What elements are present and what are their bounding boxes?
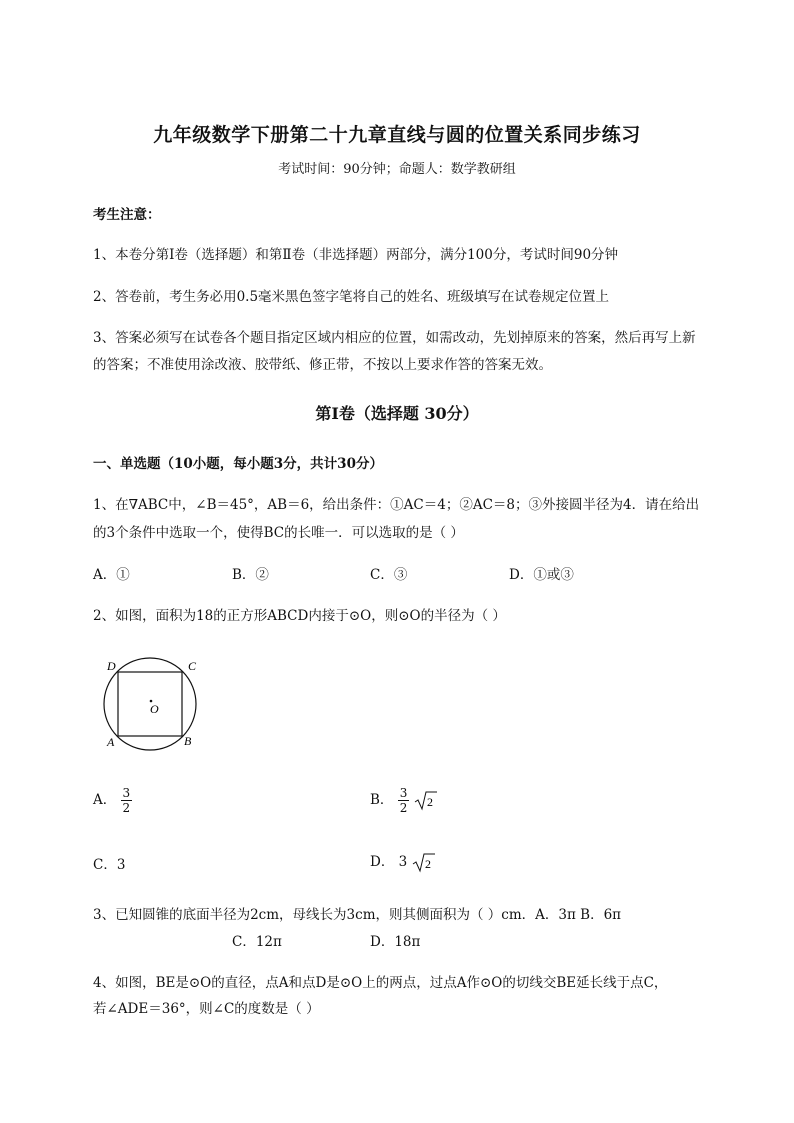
notice-item-3-line-1: 3、答案必须写在试卷各个题目指定区域内相应的位置，如需改动，先划掉原来的答案，然后再写上新	[93, 330, 696, 346]
section-title: 第Ⅰ卷（选择题 30分）	[315, 404, 479, 423]
q3-option-c[interactable]: C．12π	[232, 934, 282, 950]
q2-option-b[interactable]	[370, 786, 438, 815]
sqrt-icon	[412, 852, 436, 874]
radicand: 2	[424, 856, 431, 871]
fraction-numerator: 3	[122, 786, 131, 800]
q2-option-c[interactable]: C．3	[93, 857, 126, 873]
sqrt-icon	[414, 790, 438, 812]
q4-line-1: 4、如图，BE是⊙O的直径，点A和点D是⊙O上的两点，过点A作⊙O的切线交BE延长线于点C，	[93, 975, 668, 991]
radicand: 2	[426, 794, 433, 809]
q2-option-a-prefix: A．	[93, 792, 117, 808]
q2-figure	[100, 655, 210, 755]
q2-option-d-coefficient: 3	[398, 854, 408, 870]
q1-line-2: 的3个条件中选取一个，使得BC的长唯一．可以选取的是（ ）	[93, 525, 464, 541]
label-a: A	[107, 735, 115, 749]
fraction-numerator: 3	[399, 786, 408, 800]
q1-option-c[interactable]: C．③	[370, 567, 408, 583]
notice-item-2: 2、答卷前，考生务必用0.5毫米黑色签字笔将自己的姓名、班级填写在试卷规定位置上	[93, 289, 610, 305]
q4-line-2: 若∠ADE＝36°，则∠C的度数是（ ）	[93, 1001, 320, 1017]
notice-item-3-line-2: 的答案；不准使用涂改液、胶带纸、修正带，不按以上要求作答的答案无效。	[93, 357, 552, 373]
label-c: C	[188, 659, 197, 673]
exam-info: 考试时间：90分钟；命题人：数学教研组	[278, 162, 516, 177]
notice-heading: 考生注意：	[93, 207, 161, 223]
label-o: O	[150, 702, 159, 716]
q2-option-a[interactable]	[93, 786, 132, 815]
q2-option-d-prefix: D．	[370, 854, 395, 870]
q1-line-1: 1、在∇ABC中，∠B＝45°，AB＝6，给出条件：①AC＝4；②AC＝8；③外接圆半径为4．请在给出	[93, 497, 700, 513]
q1-option-b[interactable]: B．②	[232, 567, 269, 583]
q1-option-a[interactable]: A．①	[93, 567, 130, 583]
q2-option-d[interactable]	[370, 850, 436, 874]
q1-option-d[interactable]: D．①或③	[509, 567, 574, 583]
label-b: B	[184, 734, 192, 748]
fraction-denominator: 2	[122, 801, 131, 815]
fraction-denominator: 2	[399, 801, 408, 815]
q2-option-a-fraction	[121, 786, 133, 815]
part-heading: 一、单选题（10小题，每小题3分，共计30分）	[93, 456, 383, 472]
q3-line-1: 3、已知圆锥的底面半径为2cm，母线长为3cm，则其侧面积为（ ）cm．A．3π B．6π	[93, 907, 622, 923]
page-title: 九年级数学下册第二十九章直线与圆的位置关系同步练习	[153, 124, 641, 146]
q2-option-b-prefix: B．	[370, 792, 394, 808]
q3-option-d[interactable]: D．18π	[370, 934, 421, 950]
q2-line-1: 2、如图，面积为18的正方形ABCD内接于⊙O，则⊙O的半径为（ ）	[93, 608, 506, 624]
notice-item-1: 1、本卷分第Ⅰ卷（选择题）和第Ⅱ卷（非选择题）两部分，满分100分，考试时间90分钟	[93, 247, 619, 263]
q2-option-b-fraction	[398, 786, 410, 815]
label-d: D	[107, 659, 116, 673]
